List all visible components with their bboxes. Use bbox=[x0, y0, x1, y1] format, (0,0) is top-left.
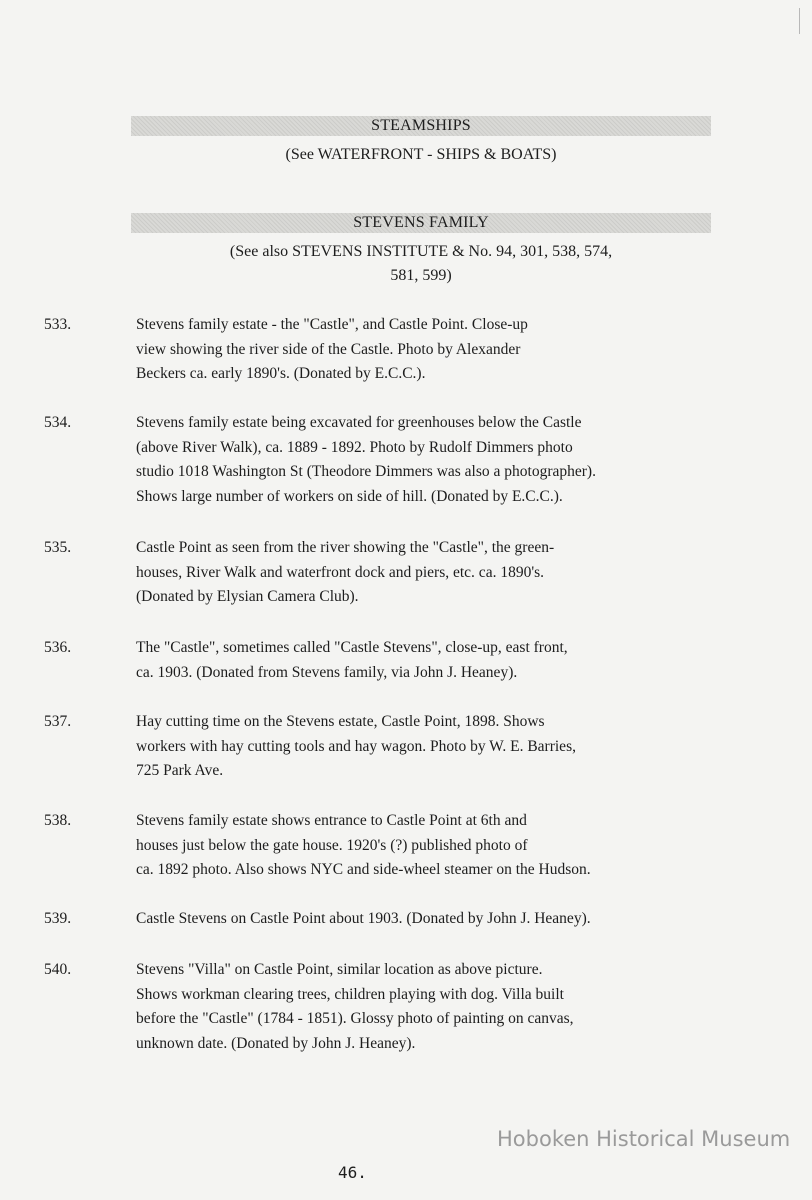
entry-number: 533. bbox=[44, 316, 72, 333]
section-note-stevens-family bbox=[131, 240, 711, 288]
entry-line: Shows workman clearing trees, children playing with dog. Villa built bbox=[136, 985, 564, 1003]
entry-line: Stevens family estate shows entrance to Castle Point at 6th and bbox=[136, 812, 527, 829]
entry-description bbox=[136, 636, 656, 685]
section-note-line: (See also STEVENS INSTITUTE & No. 94, 301, 538, 574, bbox=[229, 243, 613, 260]
entry-number: 534. bbox=[44, 414, 72, 431]
entry-line: studio 1018 Washington St (Theodore Dimmers was also a photographer). bbox=[136, 463, 596, 480]
entry-description bbox=[136, 907, 656, 932]
entry-line: (Donated by Elysian Camera Club). bbox=[136, 588, 359, 605]
entry-line: workers with hay cutting tools and hay wagon. Photo by W. E. Barries, bbox=[136, 737, 576, 755]
entry-line: Hay cutting time on the Stevens estate, Castle Point, 1898. Shows bbox=[136, 713, 545, 730]
entry-description bbox=[136, 958, 656, 1056]
section-note-line: (See WATERFRONT - SHIPS & BOATS) bbox=[285, 146, 557, 163]
entry-line: Castle Point as seen from the river showing the "Castle", the green- bbox=[136, 539, 555, 556]
entry-number: 536. bbox=[44, 639, 72, 656]
entry-number: 535. bbox=[44, 539, 72, 556]
entry-line: The "Castle", sometimes called "Castle Stevens", close-up, east front, bbox=[136, 639, 568, 656]
entry-line: Stevens family estate being excavated for greenhouses below the Castle bbox=[136, 414, 582, 431]
entry-line: (above River Walk), ca. 1889 - 1892. Photo by Rudolf Dimmers photo bbox=[136, 438, 573, 456]
entry-description bbox=[136, 313, 656, 387]
entry-description bbox=[136, 710, 656, 784]
museum-watermark: Hoboken Historical Museum bbox=[497, 1127, 791, 1151]
entry-line: Beckers ca. early 1890's. (Donated by E.C.C.). bbox=[136, 365, 426, 382]
entry-line: 725 Park Ave. bbox=[136, 762, 224, 779]
entry-description bbox=[136, 809, 656, 883]
entry-line: view showing the river side of the Castle. Photo by Alexander bbox=[136, 340, 521, 358]
entry-line: unknown date. (Donated by John J. Heaney). bbox=[136, 1034, 416, 1052]
entry-line: ca. 1903. (Donated from Stevens family, via John J. Heaney). bbox=[136, 663, 518, 681]
entry-description bbox=[136, 536, 656, 610]
entry-number: 540. bbox=[44, 961, 72, 978]
entry-number: 539. bbox=[44, 910, 72, 927]
section-note-line: 581, 599) bbox=[390, 267, 452, 284]
page-number: 46. bbox=[338, 1163, 367, 1182]
section-note-steamships bbox=[131, 143, 711, 167]
entry-line: before the "Castle" (1784 - 1851). Glossy photo of painting on canvas, bbox=[136, 1010, 574, 1027]
entry-line: Stevens "Villa" on Castle Point, similar location as above picture. bbox=[136, 961, 543, 978]
page-edge-mark bbox=[799, 8, 806, 34]
entry-line: ca. 1892 photo. Also shows NYC and side-wheel steamer on the Hudson. bbox=[136, 861, 591, 878]
entry-line: houses, River Walk and waterfront dock and piers, etc. ca. 1890's. bbox=[136, 563, 545, 581]
section-heading-stevens-family: STEVENS FAMILY bbox=[131, 213, 711, 233]
entry-line: Stevens family estate - the "Castle", and Castle Point. Close-up bbox=[136, 316, 528, 333]
entry-number: 538. bbox=[44, 812, 72, 829]
entry-line: Castle Stevens on Castle Point about 1903. (Donated by John J. Heaney). bbox=[136, 910, 591, 927]
entry-line: houses just below the gate house. 1920's (?) published photo of bbox=[136, 836, 528, 854]
entry-line: Shows large number of workers on side of hill. (Donated by E.C.C.). bbox=[136, 487, 563, 505]
entry-description bbox=[136, 411, 656, 509]
section-heading-steamships: STEAMSHIPS bbox=[131, 116, 711, 136]
entry-number: 537. bbox=[44, 713, 72, 730]
